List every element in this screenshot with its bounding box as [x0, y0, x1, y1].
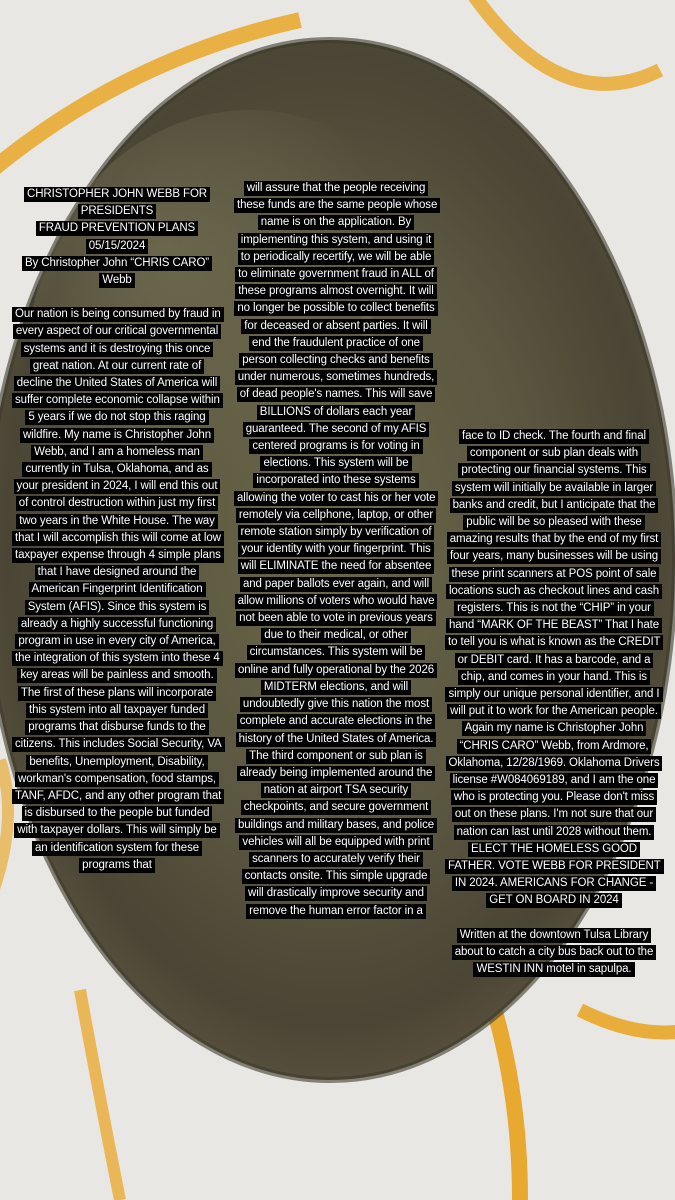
column-1-body	[12, 306, 222, 874]
text-column-2	[234, 180, 438, 937]
text-column-3	[445, 428, 663, 995]
heading-author: By Christopher John “CHRIS CARO” Webb	[22, 256, 212, 288]
body-text: will assure that the people receiving these funds are the same people whose name is on the application. By implementing this system, and using it to periodically recertify, we will be able to eliminate government fraud in ALL of these programs almost overnight. It will no longer be possible to collect benefits for deceased or absent parties. It will end the fraudulent practice of one person collecting checks and benefits under numerous, sometimes hundreds, of dead people's names. This will save BILLIONS of dollars each year guaranteed. The second of my AFIS centered programs is for voting in elections. This system will be incorporated into these systems allowing the voter to cast his or her vote remotely via cellphone, laptop, or other remote station simply by verification of your identity with your fingerprint. This will ELIMINATE the need for absentee and paper ballots ever again, and will allow millions of voters who would have not been able to vote in previous years due to their medical, or other circumstances. This system will be online and fully operational by the 2026 MIDTERM elections, and will undoubtedly give this nation the most complete and accurate elections in the history of the United States of America. The third component or sub plan is already being implemented around the nation at airport TSA security checkpoints, and secure government buildings and military bases, and police vehicles will all be equipped with print scanners to accurately verify their contacts onsite. This simple upgrade will drastically improve security and remove the human error factor in a	[234, 181, 440, 919]
heading-date: 05/15/2024	[86, 239, 149, 254]
body-text: face to ID check. The fourth and final component or sub plan deals with protecting our financial systems. This system will initially be available in larger banks and credit, but I anticipate that the public will be so pleased with these amazing results that by the end of my first four years, many businesses will be using these print scanners at POS point of sale locations such as checkout lines and cash registers. This is not the “CHIP” in your hand “MARK OF THE BEAST” That I hate to tell you is what is known as the CREDIT or DEBIT card. It has a barcode, and a chip, and comes in your hand. This is simply our unique personal identifier, and I will put it to work for the American people. Again my name is Christopher John “CHRIS CARO” Webb, from Ardmore, Oklahoma, 12/28/1969. Oklahoma Drivers license #W084069189, and I am the one who is protecting you. Please don't miss out on these plans. I'm not sure that our nation can last until 2028 without them. ELECT THE HOMELESS GOOD FATHER. VOTE WEBB FOR PRESIDENT IN 2024. AMERICANS FOR CHANGE - GET ON BOARD IN 2024	[445, 429, 664, 908]
column-3-body	[445, 428, 663, 910]
heading-title: CHRISTOPHER JOHN WEBB FOR PRESIDENTS	[24, 187, 210, 219]
text-column-1	[12, 186, 222, 891]
body-text: Our nation is being consumed by fraud in every aspect of our critical governmental systems and it is destroying this once great nation. At our current rate of decline the United States of America will suffer complete economic collapse within 5 years if we do not stop this raging wildfire. My name is Christopher John Webb, and I am a homeless man currently in Tulsa, Oklahoma, and as your president in 2024, I will end this out of control destruction within just my first two years in the White House. The way that I will accomplish this will come at low taxpayer expense through 4 simple plans that I have designed around the American Fingerprint Identification System (AFIS). Since this system is already a highly successful functioning program in use in every city of America, the integration of this system into these 4 key areas will be painless and smooth. The first of these plans will incorporate this system into all taxpayer funded programs that disburse funds to the citizens. This includes Social Security, VA benefits, Unemployment, Disability, workman's compensation, food stamps, TANF, AFDC, and any other program that is disbursed to the people but funded with taxpayer dollars. This will simply be an identification system for these programs that	[12, 307, 225, 873]
column-2-body	[234, 180, 438, 920]
footer-text: Written at the downtown Tulsa Library about to catch a city bus back out to the WESTIN INN motel in sapulpa.	[452, 928, 657, 977]
heading-subtitle: FRAUD PREVENTION PLANS	[36, 221, 198, 236]
column-3-footer	[445, 927, 663, 979]
plan-heading	[12, 186, 222, 289]
